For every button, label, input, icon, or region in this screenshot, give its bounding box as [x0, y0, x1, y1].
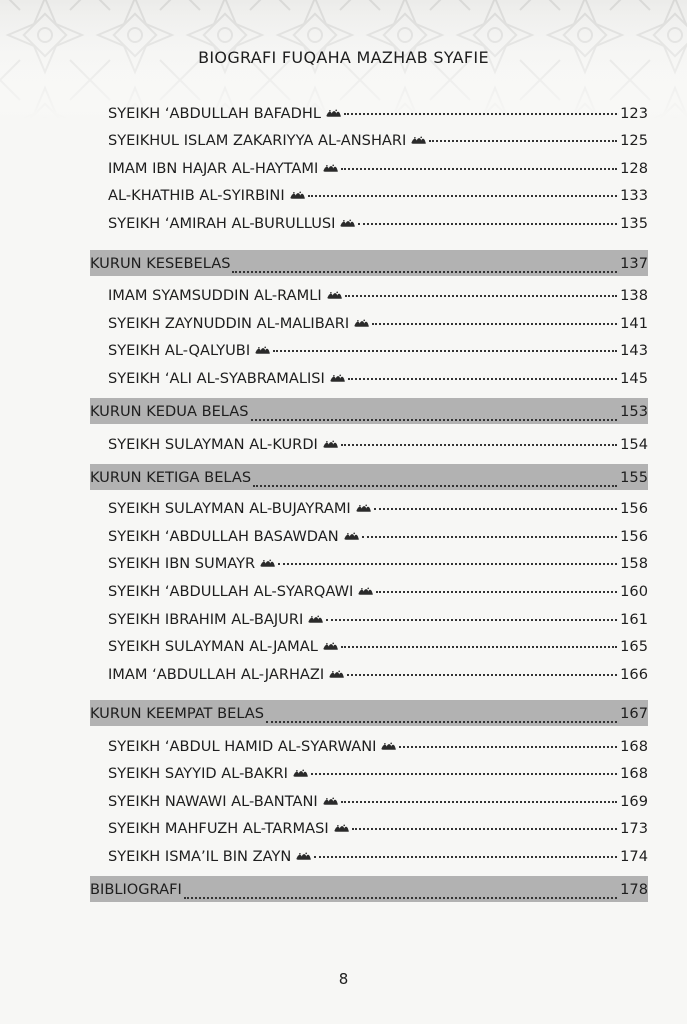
- honorific-glyph-icon: [322, 435, 339, 444]
- dot-leader: [341, 443, 617, 446]
- toc-title: SYEIKH ZAYNUDDIN AL-MALIBARI: [108, 315, 350, 332]
- toc-entry-row: [108, 214, 648, 234]
- honorific-glyph-icon: [289, 186, 306, 195]
- toc-page-number: 174: [620, 848, 648, 865]
- toc-title: SYEIKH IBRAHIM AL-BAJURI: [108, 611, 304, 628]
- honorific-glyph-icon: [254, 341, 271, 350]
- toc-page-number: 161: [620, 611, 648, 628]
- honorific-glyph-icon: [343, 527, 360, 536]
- toc-title: IMAM ‘ABDULLAH AL-JARHAZI: [108, 666, 325, 683]
- toc-entry-row: [108, 369, 648, 389]
- honorific-glyph-icon: [329, 369, 346, 378]
- toc-title: SYEIKH ISMA’IL BIN ZAYN: [108, 848, 292, 865]
- dot-leader: [184, 896, 617, 899]
- toc-page-number: 128: [620, 160, 648, 177]
- page-number: 8: [338, 970, 349, 988]
- toc-title: SYEIKH MAHFUZH AL-TARMASI: [108, 820, 329, 837]
- toc-title: SYEIKH ‘ABDULLAH BAFADHL: [108, 105, 322, 122]
- toc-entry-row: [108, 159, 648, 179]
- toc-section-row: [90, 250, 648, 276]
- honorific-glyph-icon: [322, 159, 339, 168]
- honorific-glyph-icon: [322, 792, 339, 801]
- dot-leader: [374, 507, 617, 510]
- honorific-glyph-icon: [295, 847, 312, 856]
- toc-page-number: 138: [620, 287, 648, 304]
- toc-title: SYEIKH ‘ALI AL-SYABRAMALISI: [108, 370, 325, 387]
- toc-entry-row: [108, 819, 648, 839]
- toc-page-number: 165: [620, 638, 648, 655]
- toc-section-row: [90, 876, 648, 902]
- dot-leader: [278, 562, 617, 565]
- dot-leader: [341, 167, 617, 170]
- toc-entry-row: [108, 314, 648, 334]
- dot-leader: [308, 194, 617, 197]
- dot-leader: [372, 322, 617, 325]
- toc-page-number: 160: [620, 583, 648, 600]
- dot-leader: [273, 349, 617, 352]
- toc-page-number: 169: [620, 793, 648, 810]
- honorific-glyph-icon: [322, 637, 339, 646]
- toc-title: SYEIKHUL ISLAM ZAKARIYYA AL-ANSHARI: [108, 132, 407, 149]
- dot-leader: [348, 377, 617, 380]
- honorific-glyph-icon: [410, 131, 427, 140]
- toc-page-number: 167: [620, 705, 648, 722]
- honorific-glyph-icon: [307, 610, 324, 619]
- toc-title: SYEIKH ‘ABDUL HAMID AL-SYARWANI: [108, 738, 377, 755]
- honorific-glyph-icon: [355, 499, 372, 508]
- toc-entry-row: [108, 582, 648, 602]
- dot-leader: [345, 294, 617, 297]
- toc-section-row: [90, 700, 648, 726]
- toc-title: BIBLIOGRAFI: [90, 881, 182, 898]
- honorific-glyph-icon: [325, 104, 342, 113]
- toc-entry-row: [108, 341, 648, 361]
- toc-title: SYEIKH ‘ABDULLAH BASAWDAN: [108, 528, 339, 545]
- toc-page-number: 173: [620, 820, 648, 837]
- toc-title: SYEIKH ‘ABDULLAH AL-SYARQAWI: [108, 583, 354, 600]
- honorific-glyph-icon: [292, 764, 309, 773]
- dot-leader: [314, 855, 617, 858]
- dot-leader: [376, 590, 617, 593]
- honorific-glyph-icon: [326, 286, 343, 295]
- toc-entry-row: [108, 435, 648, 455]
- toc-entry-row: [108, 637, 648, 657]
- toc-page-number: 123: [620, 105, 648, 122]
- toc-section-row: [90, 464, 648, 490]
- honorific-glyph-icon: [333, 819, 350, 828]
- toc-entry-row: [108, 186, 648, 206]
- toc-entry-row: [108, 527, 648, 547]
- dot-leader: [326, 618, 617, 621]
- honorific-glyph-icon: [339, 214, 356, 223]
- toc-page-number: 143: [620, 342, 648, 359]
- dot-leader: [341, 645, 617, 648]
- toc-page-number: 153: [620, 403, 648, 420]
- toc-page-number: 178: [620, 881, 648, 898]
- toc-title: SYEIKH NAWAWI AL-BANTANI: [108, 793, 318, 810]
- dot-leader: [266, 720, 617, 723]
- toc-title: IMAM IBN HAJAR AL-HAYTAMI: [108, 160, 319, 177]
- toc-title: SYEIKH AL-QALYUBI: [108, 342, 251, 359]
- toc-page-number: 156: [620, 528, 648, 545]
- toc-entry-row: [108, 104, 648, 124]
- toc-title: AL-KHATHIB AL-SYIRBINI: [108, 187, 285, 204]
- toc-page-number: 156: [620, 500, 648, 517]
- toc-title: KURUN KEDUA BELAS: [90, 403, 249, 420]
- honorific-glyph-icon: [353, 314, 370, 323]
- toc-page-number: 155: [620, 469, 648, 486]
- dot-leader: [251, 418, 618, 421]
- toc-page-number: 158: [620, 555, 648, 572]
- toc-page-number: 168: [620, 765, 648, 782]
- toc-entry-row: [108, 499, 648, 519]
- toc-page-number: 154: [620, 436, 648, 453]
- toc-page-number: 135: [620, 215, 648, 232]
- dot-leader: [311, 772, 617, 775]
- toc-page-number: 168: [620, 738, 648, 755]
- honorific-glyph-icon: [380, 737, 397, 746]
- toc-title: KURUN KETIGA BELAS: [90, 469, 252, 486]
- dot-leader: [341, 800, 617, 803]
- toc-title: SYEIKH SULAYMAN AL-JAMAL: [108, 638, 318, 655]
- toc-entry-row: [108, 665, 648, 685]
- toc-page-number: 137: [620, 255, 648, 272]
- toc-entry-row: [108, 764, 648, 784]
- dot-leader: [358, 222, 617, 225]
- honorific-glyph-icon: [328, 665, 345, 674]
- toc-entry-row: [108, 131, 648, 151]
- toc-entry-row: [108, 554, 648, 574]
- toc-page-number: 133: [620, 187, 648, 204]
- toc-title: SYEIKH SULAYMAN AL-KURDI: [108, 436, 318, 453]
- dot-leader: [344, 112, 617, 115]
- toc-title: SYEIKH SULAYMAN AL-BUJAYRAMI: [108, 500, 351, 517]
- toc-entry-row: [108, 847, 648, 867]
- dot-leader: [362, 535, 617, 538]
- toc-page-number: 166: [620, 666, 648, 683]
- toc-page-number: 125: [620, 132, 648, 149]
- dot-leader: [399, 745, 617, 748]
- dot-leader: [253, 484, 617, 487]
- toc-entry-row: [108, 792, 648, 812]
- dot-leader: [232, 270, 617, 273]
- toc-entry-row: [108, 737, 648, 757]
- running-head: BIOGRAFI FUQAHA MAZHAB SYAFIE: [198, 48, 489, 67]
- toc-title: SYEIKH IBN SUMAYR: [108, 555, 256, 572]
- toc-title: SYEIKH SAYYID AL-BAKRI: [108, 765, 288, 782]
- toc-title: SYEIKH ‘AMIRAH AL-BURULLUSI: [108, 215, 336, 232]
- toc-page-number: 141: [620, 315, 648, 332]
- dot-leader: [429, 139, 617, 142]
- honorific-glyph-icon: [357, 582, 374, 591]
- toc-page-number: 145: [620, 370, 648, 387]
- toc-title: KURUN KESEBELAS: [90, 255, 231, 272]
- toc-title: IMAM SYAMSUDDIN AL-RAMLI: [108, 287, 322, 304]
- honorific-glyph-icon: [259, 554, 276, 563]
- toc-section-row: [90, 398, 648, 424]
- dot-leader: [352, 827, 617, 830]
- dot-leader: [347, 673, 617, 676]
- toc-entry-row: [108, 286, 648, 306]
- toc-entry-row: [108, 610, 648, 630]
- toc-title: KURUN KEEMPAT BELAS: [90, 705, 265, 722]
